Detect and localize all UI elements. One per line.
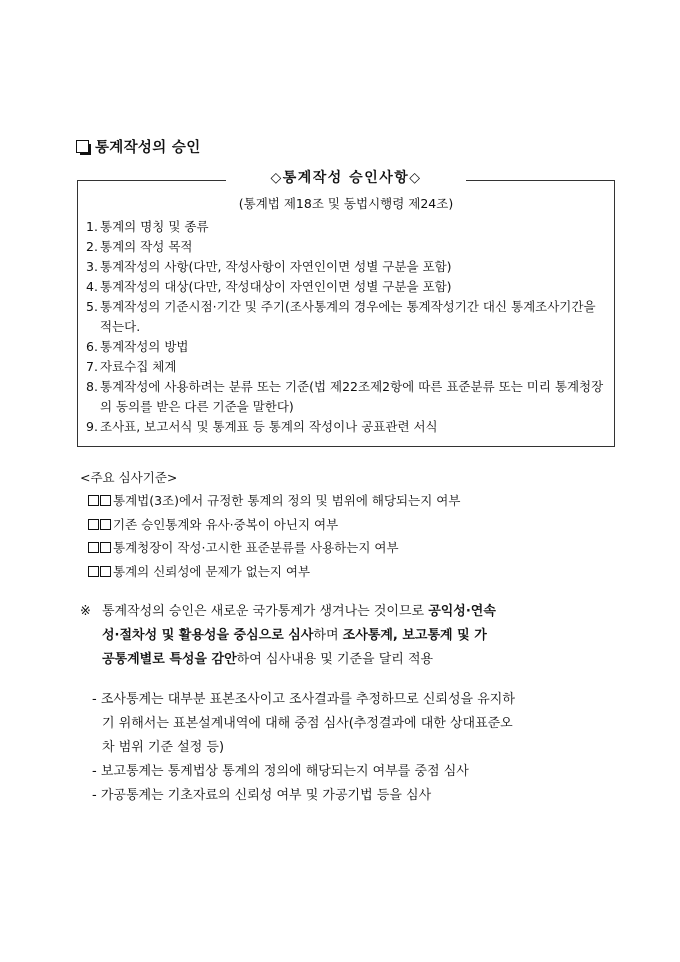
square-bullet-icon xyxy=(88,542,99,553)
square-bullet-icon xyxy=(100,519,111,530)
list-item: 3. 통계작성의 사항(다만, 작성사항이 자연인이면 성별 구분을 포함) xyxy=(86,259,452,274)
criteria-title: <주요 심사기준> xyxy=(80,470,178,485)
square-bullet-icon xyxy=(100,566,111,577)
checkbox-bullet-icon xyxy=(76,140,89,153)
section-heading xyxy=(76,136,201,157)
list-item: 7. 자료수집 체계 xyxy=(86,359,177,374)
subnote-item: - 보고통계는 통계법상 통계의 정의에 해당되는지 여부를 중점 심사 xyxy=(92,764,469,779)
subnote-item-continued: 차 범위 기준 설정 등) xyxy=(102,740,225,755)
square-bullet-icon xyxy=(100,495,111,506)
list-item: 기존 승인통계와 유사·중복이 아닌지 여부 xyxy=(88,513,460,537)
list-item: 1. 통계의 명칭 및 종류 xyxy=(86,219,209,234)
subnote-item-continued: 기 위해서는 표본설계내역에 대해 중점 심사(추정결과에 대한 상대표준오 xyxy=(102,716,513,731)
box-title: ◇통계작성 승인사항◇ xyxy=(270,170,422,186)
list-item: 2. 통계의 작성 목적 xyxy=(86,239,193,254)
square-bullet-icon xyxy=(88,519,99,530)
list-item: 8. 통계작성에 사용하려는 분류 또는 기준(법 제22조제2항에 따른 표준분류 또는 미리 통계청장의 동의를 받은 다른 기준을 말한다) xyxy=(86,379,604,414)
subnote-item: - 조사통계는 대부분 표본조사이고 조사결과를 추정하므로 신뢰성을 유지하 xyxy=(92,692,515,707)
reference-mark: ※ xyxy=(80,604,91,619)
section-heading-text: 통계작성의 승인 xyxy=(95,140,201,156)
note-paragraph: ※ 통계작성의 승인은 새로운 국가통계가 생겨나는 것이므로 공익성·연속 성·절차성 및 활용성을 중심으로 심사하며 조사통계, 보고통계 및 가 공통계별로 특성을 감안하여 심사내용 및 기준을 달리 적용 xyxy=(80,600,620,672)
list-item: 5. 통계작성의 기준시점·기간 및 주기(조사통계의 경우에는 통계작성기간 대신 통계조사기간을 적는다. xyxy=(86,299,596,334)
criteria-list xyxy=(88,489,460,583)
list-item: 6. 통계작성의 방법 xyxy=(86,339,189,354)
square-bullet-icon xyxy=(88,566,99,577)
approval-items-list xyxy=(86,217,606,437)
subnotes-list xyxy=(92,688,622,808)
list-item: 통계청장이 작성·고시한 표준분류를 사용하는지 여부 xyxy=(88,536,460,560)
approval-items-box xyxy=(77,170,615,447)
list-item: 통계법(3조)에서 규정한 통계의 정의 및 범위에 해당되는지 여부 xyxy=(88,489,460,513)
box-subtitle: (통계법 제18조 및 동법시행령 제24조) xyxy=(238,196,454,211)
square-bullet-icon xyxy=(88,495,99,506)
list-item: 9. 조사표, 보고서식 및 통계표 등 통계의 작성이나 공표관련 서식 xyxy=(86,419,438,434)
square-bullet-icon xyxy=(100,542,111,553)
subnote-item: - 가공통계는 기초자료의 신뢰성 여부 및 가공기법 등을 심사 xyxy=(92,788,432,803)
list-item: 통계의 신뢰성에 문제가 없는지 여부 xyxy=(88,560,460,584)
list-item: 4. 통계작성의 대상(다만, 작성대상이 자연인이면 성별 구분을 포함) xyxy=(86,279,452,294)
